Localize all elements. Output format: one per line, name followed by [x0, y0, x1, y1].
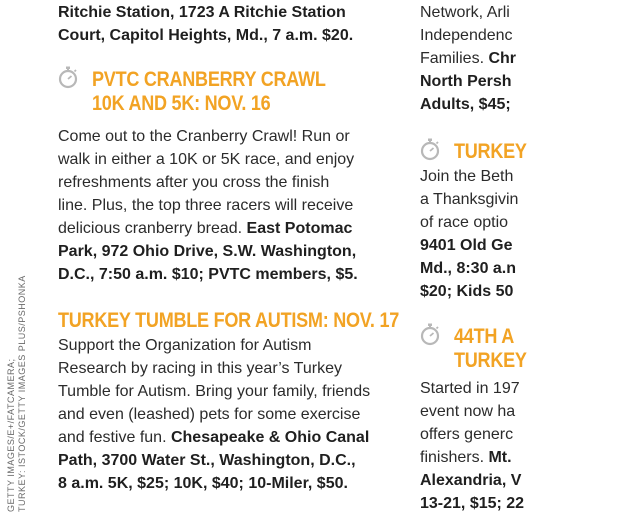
address-line: Court, Capitol Heights, Md., 7 a.m. $20. [58, 27, 354, 44]
event-location: North Persh [420, 73, 512, 90]
event-desc-line: offers generc [420, 426, 514, 443]
event-desc-line: delicious cranberry bread. [58, 220, 247, 237]
event-location: Md., 8:30 a.n [420, 260, 517, 277]
event-desc-line: Come out to the Cranberry Crawl! Run or [58, 128, 350, 145]
event-location: D.C., 7:50 a.m. $10; PVTC members, $5. [58, 266, 358, 283]
event-desc-line: event now ha [420, 403, 516, 420]
stopwatch-icon [58, 66, 78, 88]
event-title-line: 44TH A [454, 325, 515, 348]
stopwatch-icon [420, 138, 440, 160]
event-location: Adults, $45; [420, 96, 511, 113]
event-location: Mt. [488, 449, 512, 466]
event-desc-line: finishers. [420, 449, 489, 466]
event-desc-line: Tumble for Autism. Bring your family, friends [58, 383, 371, 400]
event-desc-line: Families. [420, 50, 489, 67]
event-desc-line: Research by racing in this year’s Turkey [58, 360, 342, 377]
event-location: East Potomac [246, 220, 353, 237]
event-title-turkey: TURKEY [454, 140, 527, 163]
event-title-line: PVTC CRANBERRY CRAWL [92, 68, 326, 91]
event-location: $20; Kids 50 [420, 283, 514, 300]
event-location: 9401 Old Ge [420, 237, 513, 254]
credit-line-2: TURKEY: ISTOCK/GETTY IMAGES PLUS/PSHONKA [17, 275, 27, 512]
event-desc-line: and festive fun. [58, 429, 171, 446]
event-desc-line: refreshments after you cross the finish [58, 174, 330, 191]
event-location: 13-21, $15; 22 [420, 495, 525, 512]
event-location: Chesapeake & Ohio Canal [170, 429, 370, 446]
event-desc-line: walk in either a 10K or 5K race, and enjoy [58, 151, 355, 168]
event-title-line: TURKEY [454, 349, 527, 372]
credit-line-1: GETTY IMAGES/E+/FATCAMERA; [6, 358, 16, 512]
event-title-44th-turkey [454, 325, 626, 373]
event-location: Alexandria, V [420, 472, 522, 489]
event-location: Chr [488, 50, 517, 67]
photo-credit [6, 212, 28, 512]
event-desc-line: Network, Arli [420, 4, 510, 21]
event-desc-line: Join the Beth [420, 168, 514, 185]
stopwatch-icon [420, 323, 440, 345]
event-desc-line: and even (leashed) pets for some exercise [58, 406, 361, 423]
event-desc-line: of race optio [420, 214, 509, 231]
event-desc-line: Started in 197 [420, 380, 520, 397]
event-location: Park, 972 Ohio Drive, S.W. Washington, [58, 243, 357, 260]
address-line: Ritchie Station, 1723 A Ritchie Station [58, 4, 346, 21]
right-column [420, 0, 527, 512]
event-desc-line: a Thanksgivin [420, 191, 519, 208]
event-desc-line: line. Plus, the top three racers will receive [58, 197, 354, 214]
event-title-line: 10K AND 5K: NOV. 16 [92, 92, 271, 115]
event-desc-line: Support the Organization for Autism [58, 337, 312, 354]
event-desc-line: Independenc [420, 27, 513, 44]
event-location: Path, 3700 Water St., Washington, D.C., [58, 452, 356, 469]
event-title-cranberry-crawl [92, 68, 384, 116]
event-location: 8 a.m. 5K, $25; 10K, $40; 10-Miler, $50. [58, 475, 348, 492]
event-title-turkey-tumble: TURKEY TUMBLE FOR AUTISM: NOV. 17 [58, 309, 400, 332]
